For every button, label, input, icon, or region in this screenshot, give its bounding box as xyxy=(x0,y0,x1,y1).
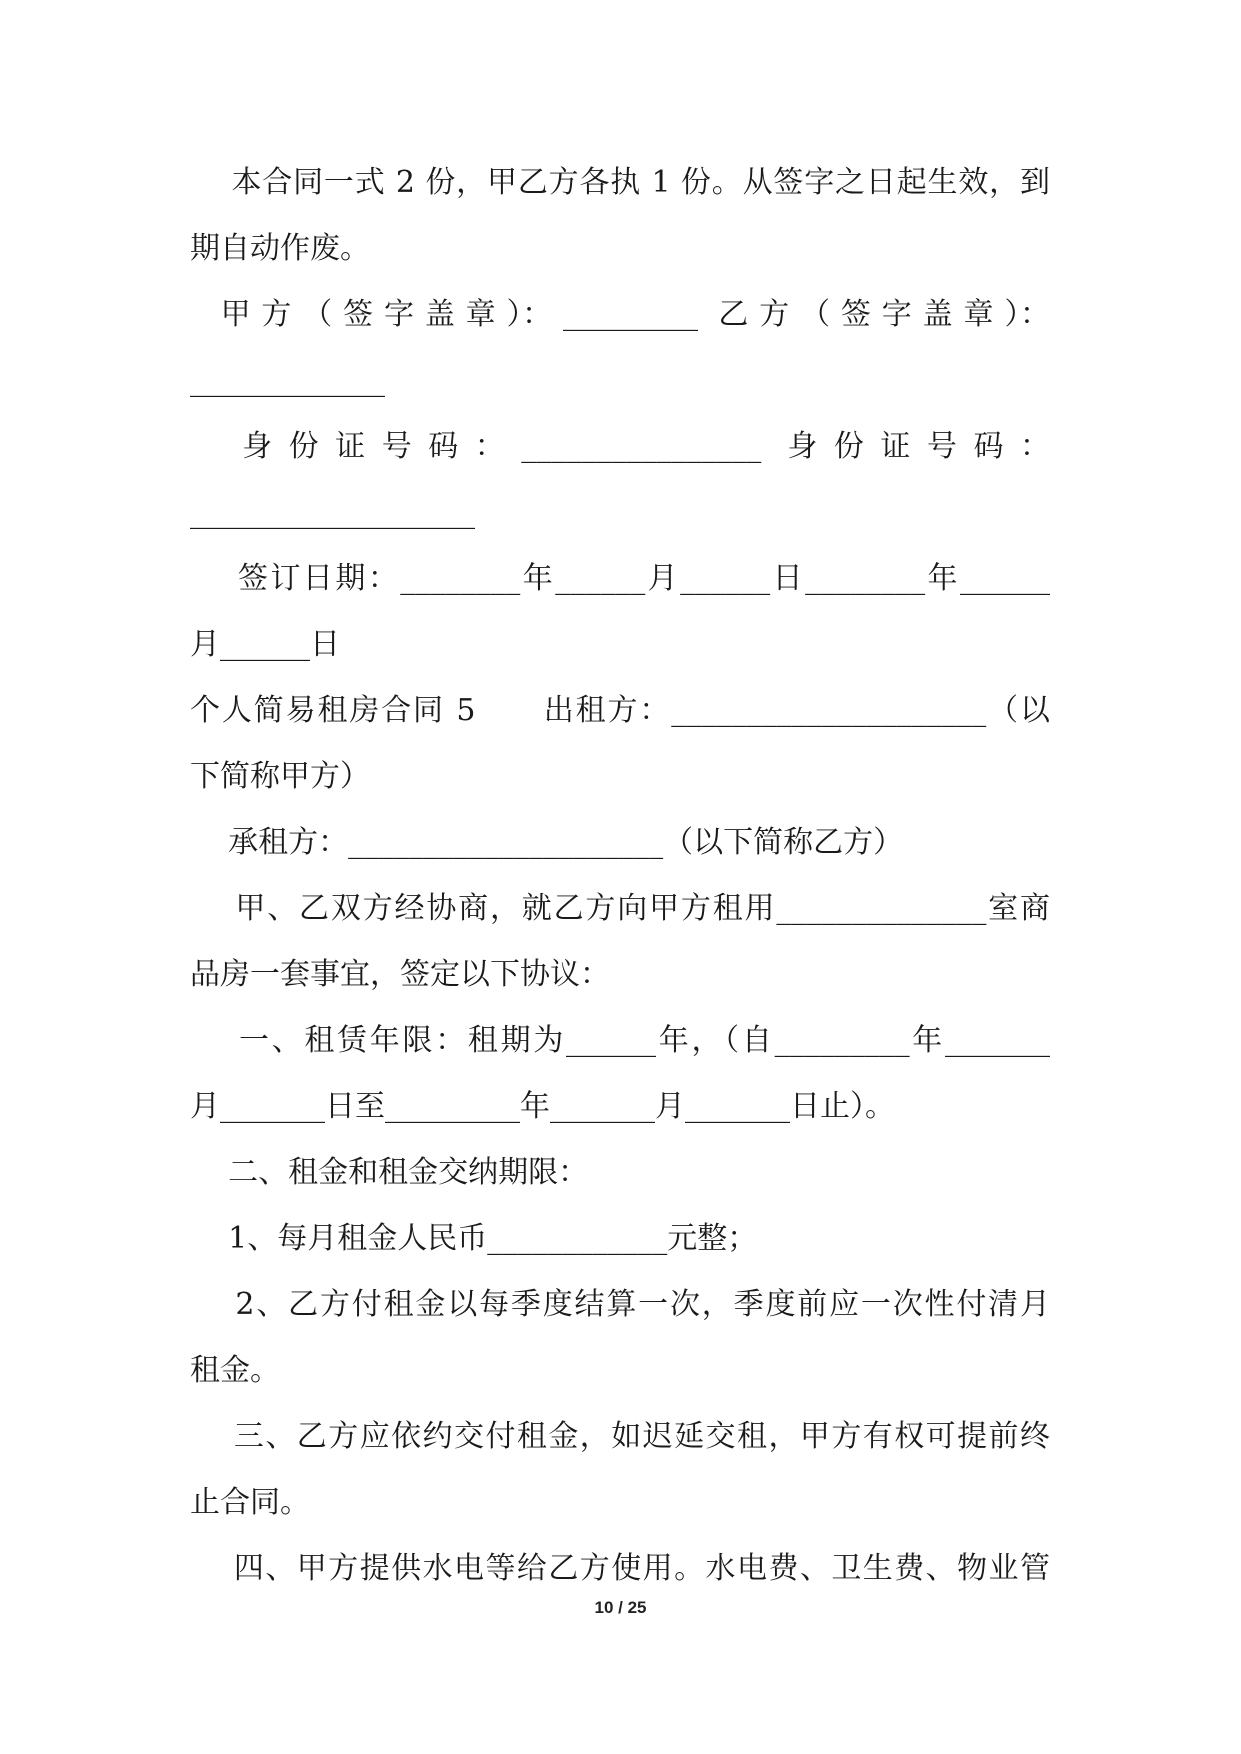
text-line: 1、每月租金人民币____________元整； xyxy=(190,1221,758,1256)
text-line: 止合同。 xyxy=(190,1485,310,1520)
text-line: 一、租赁年限：租期为______年，（自_________年_______ xyxy=(190,1023,1050,1058)
text-line: 月_______日至_________年_______月_______日止）。 xyxy=(190,1089,895,1124)
text-line: 个人简易租房合同 5 出租方：_____________________（以 xyxy=(190,693,1050,728)
text-line: 身 份 证 号 码 ： ________________ 身 份 证 号 码 ： xyxy=(190,429,1050,464)
text-line: 二、租金和租金交纳期限： xyxy=(190,1155,589,1190)
text-line: 甲 方 （ 签 字 盖 章 ）： _________ 乙 方 （ 签 字 盖 章 ）： xyxy=(190,297,1050,332)
text-line: 三、乙方应依约交付租金，如迟延交租，甲方有权可提前终 xyxy=(190,1419,1050,1454)
text-line: 承租方：_____________________（以下简称乙方） xyxy=(190,825,904,860)
text-line: 月______日 xyxy=(190,627,340,662)
text-line: 期自动作废。 xyxy=(190,231,370,266)
page-number: 10 / 25 xyxy=(594,1598,647,1617)
text-line: 本合同一式 2 份，甲乙方各执 1 份。从签字之日起生效，到 xyxy=(190,165,1050,200)
text-line: 租金。 xyxy=(190,1353,280,1388)
text-line: 下简称甲方） xyxy=(190,759,370,794)
text-line: 四、甲方提供水电等给乙方使用。水电费、卫生费、物业管 xyxy=(190,1551,1050,1586)
text-line: 甲、乙双方经协商，就乙方向甲方租用______________室商 xyxy=(190,891,1050,926)
text-line: _____________ xyxy=(190,363,385,398)
text-line: 品房一套事宜，签定以下协议： xyxy=(190,957,610,992)
text-line: ___________________ xyxy=(190,495,475,530)
text-line: 签订日期：________年______月______日________年______ xyxy=(190,561,1050,596)
text-line: 2、乙方付租金以每季度结算一次，季度前应一次性付清月 xyxy=(190,1287,1050,1322)
